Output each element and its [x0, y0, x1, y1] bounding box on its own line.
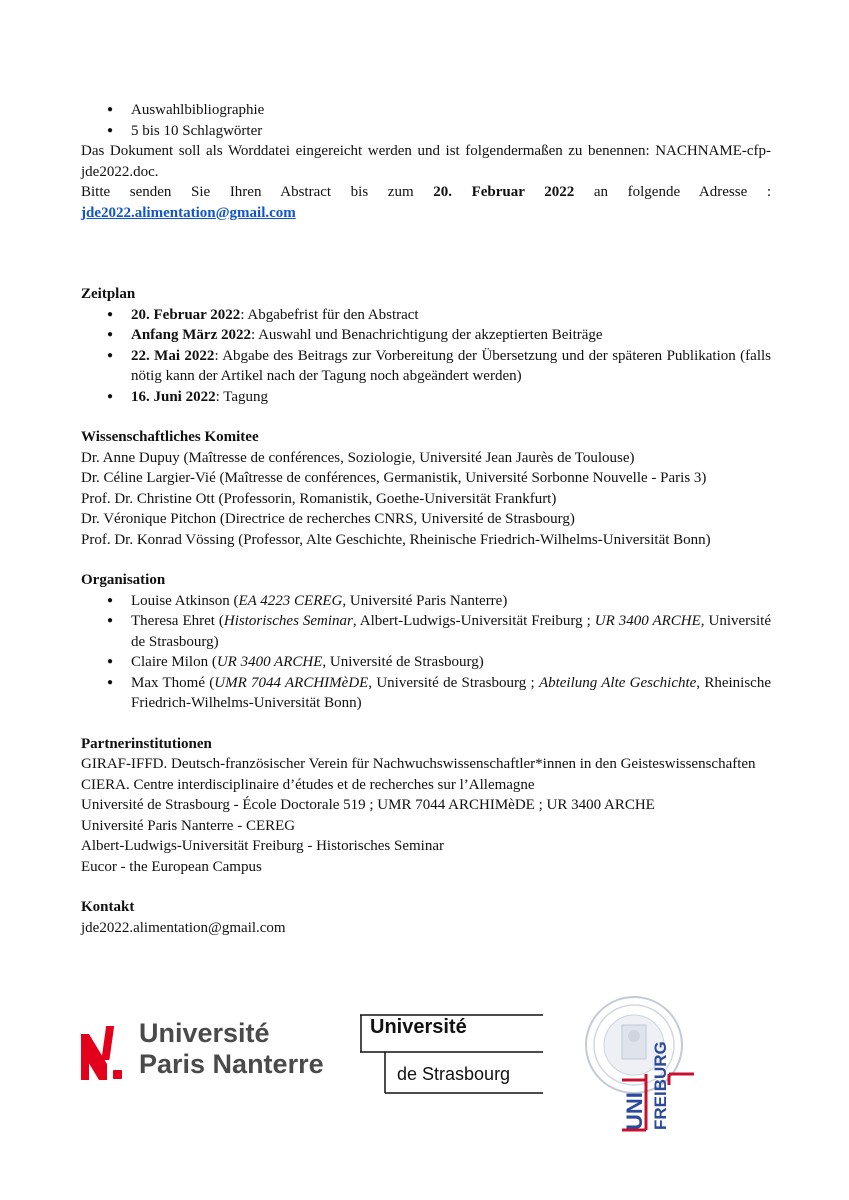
document-body: [81, 100, 771, 938]
freiburg-uni-text: UNI: [622, 1092, 647, 1130]
list-item: ● 16. Juni 2022: Tagung: [81, 387, 771, 408]
zeitplan-list: [81, 305, 771, 408]
komitee-heading: Wissenschaftliches Komitee: [81, 429, 259, 445]
list-item: ● 5 bis 10 Schlagwörter: [81, 121, 771, 142]
nanterre-line-1: Université: [139, 1018, 270, 1048]
list-item: ● Louise Atkinson (EA 4223 CEREG, Université Paris Nanterre): [81, 591, 771, 612]
doc-format-line-2: jde2022.doc.: [81, 163, 159, 180]
send-post-text: an folgende Adresse :: [574, 184, 772, 200]
komitee-member: Prof. Dr. Konrad Vössing (Professor, Alte Geschichte, Rheinische Friedrich-Wilhelms-Universität Bonn): [81, 531, 711, 548]
partner-heading: Partnerinstitutionen: [81, 735, 212, 752]
email-link[interactable]: jde2022.alimentation@gmail.com: [81, 204, 296, 221]
komitee-member: Dr. Anne Dupuy (Maîtresse de conférences, Soziologie, Université Jean Jaurès de Toulouse): [81, 449, 635, 466]
paris-nanterre-logo: [81, 1018, 331, 1088]
komitee-member: Dr. Véronique Pitchon (Directrice de recherches CNRS, Université de Strasbourg): [81, 511, 575, 527]
partner-line: Université de Strasbourg - École Doctorale 519 ; UMR 7044 ARCHIMèDE ; UR 3400 ARCHE: [81, 797, 655, 813]
strasbourg-line-1: Université: [370, 1016, 467, 1038]
nanterre-mark-icon: [81, 1020, 133, 1084]
freiburg-name-text: FREIBURG: [651, 1041, 670, 1130]
partner-line: Albert-Ludwigs-Universität Freiburg - Historisches Seminar: [81, 838, 444, 854]
partner-line: CIERA. Centre interdisciplinaire d’études et de recherches sur l’Allemagne: [81, 776, 535, 793]
list-item: ● Claire Milon (UR 3400 ARCHE, Université de Strasbourg): [81, 652, 771, 673]
list-item: ● Theresa Ehret (Historisches Seminar, Albert-Ludwigs-Universität Freiburg ; UR 3400 ARCHE, Université de Strasbourg): [81, 611, 771, 652]
kontakt-heading: Kontakt: [81, 899, 135, 915]
nanterre-line-2: Paris Nanterre: [139, 1049, 324, 1079]
kontakt-email: jde2022.alimentation@gmail.com: [81, 919, 286, 936]
komitee-member: Dr. Céline Largier-Vié (Maîtresse de conférences, Germanistik, Université Sorbonne Nouvelle - Paris 3): [81, 470, 707, 486]
organisation-list: [81, 591, 771, 714]
strasbourg-logo: [360, 1014, 544, 1094]
doc-format-line: Das Dokument soll als Worddatei eingereicht werden und ist folgendermaßen zu benennen: NACHNAME-cfp-: [81, 143, 771, 159]
list-item: ● Max Thomé (UMR 7044 ARCHIMèDE, Université de Strasbourg ; Abteilung Alte Geschichte, Rheinische Friedrich-Wilhelms-Universität Bonn): [81, 673, 771, 714]
partner-line: Eucor - the European Campus: [81, 858, 262, 875]
deadline-date: 20. Februar 2022: [433, 184, 575, 200]
send-pre-text: Bitte senden Sie Ihren Abstract bis zum: [81, 184, 434, 200]
uni-freiburg-logo: [584, 990, 694, 1135]
zeitplan-heading: Zeitplan: [81, 286, 136, 302]
organisation-heading: Organisation: [81, 572, 166, 588]
send-instruction: [81, 182, 771, 203]
partner-line: GIRAF-IFFD. Deutsch-französischer Verein für Nachwuchswissenschaftler*innen in den Geisteswissenschaften: [81, 756, 756, 772]
list-item: ● 22. Mai 2022: Abgabe des Beitrags zur Vorbereitung der Übersetzung und der späteren Publikation (falls nötig kann der Artikel nach der Tagung noch abgeändert werden): [81, 346, 771, 387]
freiburg-seal-icon: [584, 990, 694, 1135]
komitee-member: Prof. Dr. Christine Ott (Professorin, Romanistik, Goethe-Universität Frankfurt): [81, 490, 557, 507]
partner-line: Université Paris Nanterre - CEREG: [81, 817, 296, 834]
strasbourg-line-2: de Strasbourg: [397, 1064, 511, 1084]
list-item: ● 20. Februar 2022: Abgabefrist für den Abstract: [81, 305, 771, 326]
submission-bullet-list: [81, 100, 771, 141]
list-item: ● Auswahlbibliographie: [81, 100, 771, 121]
list-item: ● Anfang März 2022: Auswahl und Benachrichtigung der akzeptierten Beiträge: [81, 325, 771, 346]
